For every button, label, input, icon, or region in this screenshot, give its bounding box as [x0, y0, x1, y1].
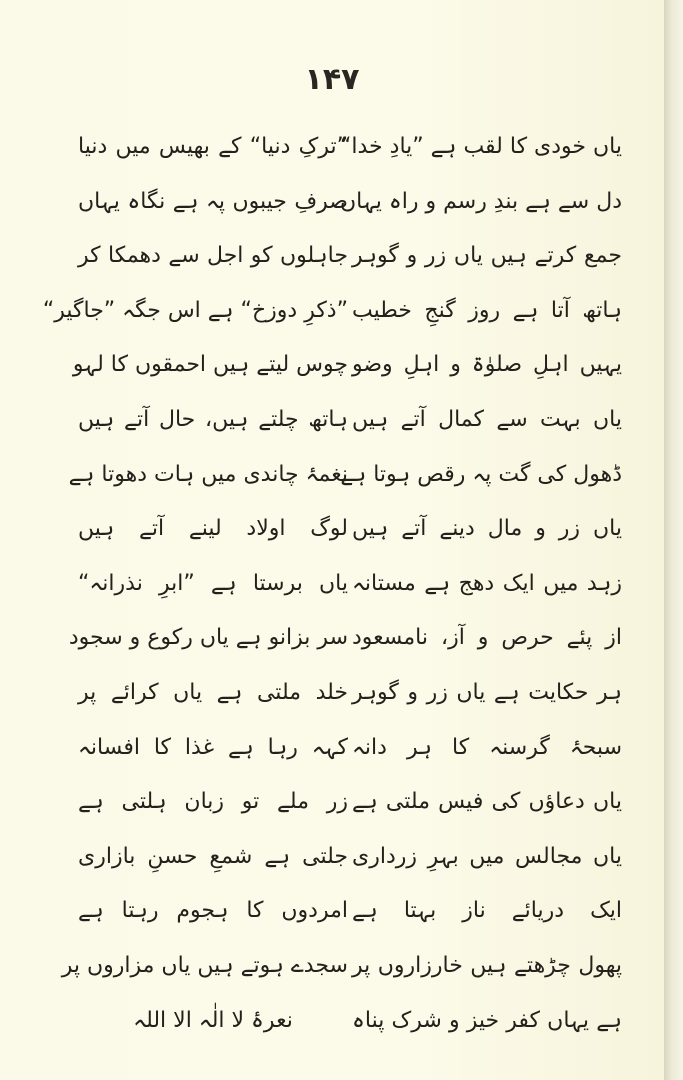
verse-line: زہد میں ایک دھج ہے مستانہ: [352, 570, 622, 596]
verse-line: کہہ رہا ہے غذا کا افسانہ: [78, 734, 348, 760]
verse-line: جلتی ہے شمعِ حسنِ بازاری: [78, 843, 348, 869]
verse-line: سبحۂ گرسنہ کا ہر دانہ: [352, 734, 622, 760]
verse-line: از پئے حرص و آز، نامسعود: [352, 625, 622, 651]
verse-line: یاں زر و مال دینے آتے ہیں: [352, 516, 622, 542]
page-number: ۱۴۷: [304, 62, 360, 97]
verse-line: ہاتھ چلتے ہیں، حال آتے ہیں: [78, 406, 348, 432]
page-edge: [664, 0, 683, 1080]
verse-line: امردوں کا ہجوم رہتا ہے: [78, 898, 348, 924]
verse-line: ”ذکرِ دوزخ“ ہے اس جگہ ”جاگیر“: [42, 297, 348, 323]
verse-line: جمع کرتے ہیں یاں زر و گوہر: [352, 243, 622, 269]
verse-line: سر بزانو ہے یاں رکوع و سجود: [68, 625, 348, 651]
verse-line: دل سے ہے بندِ رسم و راہ یہاں: [340, 188, 622, 214]
verse-line: لوگ اولاد لینے آتے ہیں: [78, 516, 348, 542]
verse-line: زر ملے تو زبان ہلتی ہے: [78, 789, 348, 815]
verse-line: ہاتھ آتا ہے روز گنجِ خطیب: [352, 297, 622, 323]
verse-line: یاں برستا ہے ”ابرِ نذرانہ“: [78, 570, 348, 596]
verse-line: ”ترکِ دنیا“ کے بھیس میں دنیا: [78, 134, 348, 159]
verse-line: ہے یہاں کفر خیز و شرک پناہ: [352, 1007, 622, 1033]
verse-column-right: [340, 120, 622, 1048]
verse-line: جاہلوں کو اجل سے دھمکا کر: [78, 243, 348, 269]
verse-line: یاں خودی کا لقب ہے ”یادِ خدا“: [340, 134, 622, 159]
verse-line: یاں دعاؤں کی فیس ملتی ہے: [352, 789, 622, 815]
verse-line: نغمۂ چاندی میں ہات دھوتا ہے: [68, 461, 348, 487]
verse-line: نعرۂ لا الٰہ الا اللہ: [133, 1007, 293, 1033]
verse-line: یاں بہت سے کمال آتے ہیں: [352, 406, 622, 432]
verse-line: صرفِ جیبوں پہ ہے نگاہ یہاں: [78, 188, 348, 214]
verse-line: سجدے ہوتے ہیں یاں مزاروں پر: [61, 952, 348, 978]
verse-line: ہر حکایت ہے یاں زر و گوہر: [352, 679, 622, 705]
verse-line: چوس لیتے ہیں احمقوں کا لہو: [72, 352, 348, 378]
verse-line: یہیں اہلِ صلوٰۃ و اہلِ وضو: [352, 352, 622, 378]
verse-column-left: [42, 120, 348, 1048]
verse-line: ڈھول کی گت پہ رقص ہوتا ہے: [340, 461, 622, 487]
verse-line: پھول چڑھتے ہیں خارزاروں پر: [352, 952, 622, 978]
verse-line: یاں مجالس میں بہرِ زرداری: [352, 843, 622, 869]
verse-line: خلد ملتی ہے یاں کرائے پر: [78, 679, 348, 705]
verse-line: ایک دریائے ناز بہتا ہے: [352, 898, 622, 924]
